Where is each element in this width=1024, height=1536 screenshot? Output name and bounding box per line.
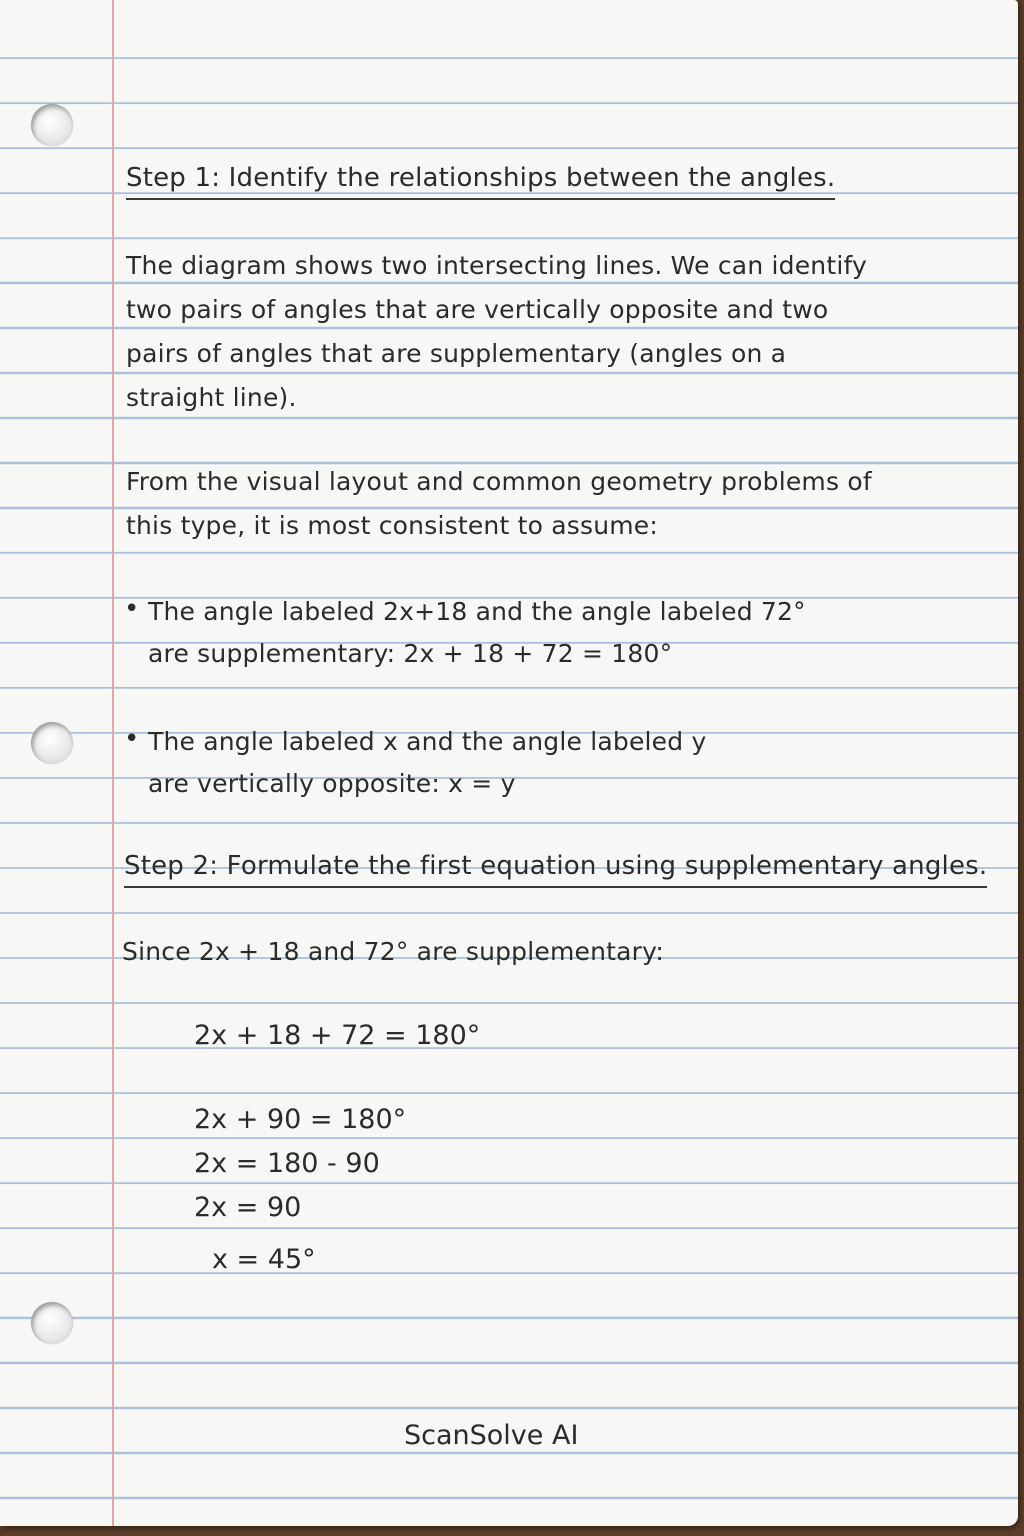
- margin-line: [112, 0, 114, 1526]
- bullet-1-line-2: are supplementary: 2x + 18 + 72 = 180°: [148, 639, 673, 668]
- binder-hole-top: [31, 104, 73, 146]
- step1-heading: Step 1: Identify the relationships between the angles.: [126, 158, 835, 200]
- para2-line-2: this type, it is most consistent to assume:: [126, 511, 659, 540]
- bullet-2-line-2: are vertically opposite: x = y: [148, 769, 516, 798]
- equation-1: 2x + 18 + 72 = 180°: [194, 1020, 481, 1051]
- para1-line-4: straight line).: [126, 383, 297, 412]
- footer-brand: ScanSolve AI: [404, 1420, 579, 1451]
- step2-heading: Step 2: Formulate the first equation using supplementary angles.: [124, 846, 987, 888]
- equation-5: x = 45°: [212, 1244, 316, 1275]
- equation-2: 2x + 90 = 180°: [194, 1104, 407, 1135]
- bullet-1-dot: •: [124, 594, 140, 624]
- bullet-2-line-1: The angle labeled x and the angle labeled y: [148, 727, 707, 756]
- para1-line-2: two pairs of angles that are vertically opposite and two: [126, 295, 829, 324]
- para2-line-1: From the visual layout and common geometry problems of: [126, 467, 872, 496]
- binder-hole-bottom: [31, 1302, 73, 1344]
- para1-line-3: pairs of angles that are supplementary (angles on a: [126, 339, 787, 368]
- binder-hole-middle: [31, 722, 73, 764]
- equation-4: 2x = 90: [194, 1192, 302, 1223]
- equation-3: 2x = 180 - 90: [194, 1148, 380, 1179]
- bullet-2-dot: •: [124, 724, 140, 754]
- bullet-1-line-1: The angle labeled 2x+18 and the angle labeled 72°: [148, 597, 806, 626]
- para1-line-1: The diagram shows two intersecting lines. We can identify: [126, 251, 868, 280]
- step2-intro: Since 2x + 18 and 72° are supplementary:: [122, 937, 664, 966]
